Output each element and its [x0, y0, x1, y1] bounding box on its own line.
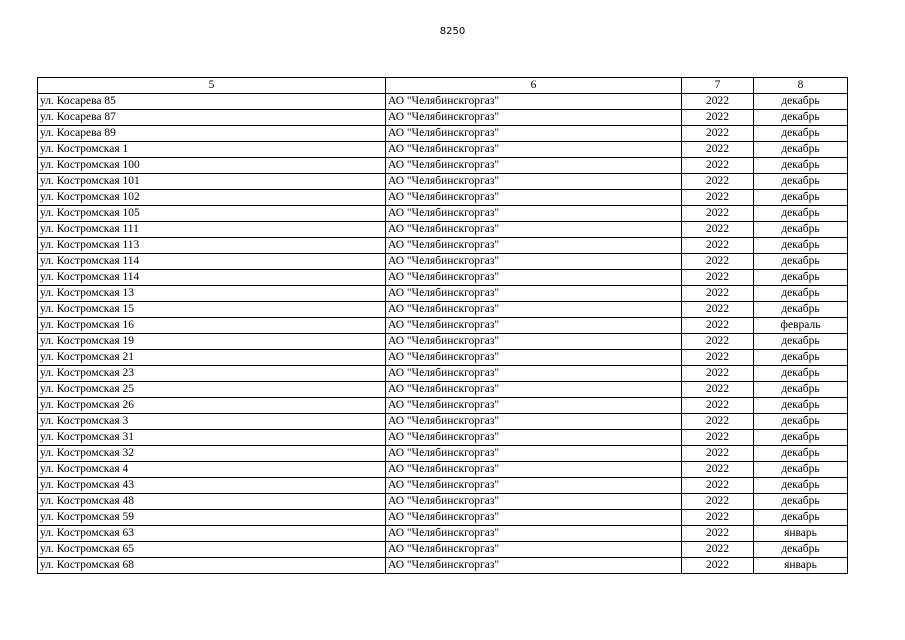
month-cell: декабрь: [754, 494, 848, 510]
table-row: [38, 254, 848, 270]
year-cell: 2022: [682, 286, 754, 302]
organization-cell: АО "Челябинскгоргаз": [386, 430, 682, 446]
organization-cell: АО "Челябинскгоргаз": [386, 222, 682, 238]
table-row: [38, 558, 848, 574]
table-header: [38, 78, 848, 94]
address-cell: ул. Костромская 16: [38, 318, 386, 334]
month-cell: декабрь: [754, 366, 848, 382]
organization-cell: АО "Челябинскгоргаз": [386, 510, 682, 526]
year-cell: 2022: [682, 334, 754, 350]
organization-cell: АО "Челябинскгоргаз": [386, 542, 682, 558]
address-cell: ул. Костромская 19: [38, 334, 386, 350]
month-cell: декабрь: [754, 430, 848, 446]
month-cell: декабрь: [754, 206, 848, 222]
month-cell: декабрь: [754, 190, 848, 206]
organization-cell: АО "Челябинскгоргаз": [386, 318, 682, 334]
organization-cell: АО "Челябинскгоргаз": [386, 206, 682, 222]
month-cell: декабрь: [754, 142, 848, 158]
table-row: [38, 174, 848, 190]
address-cell: ул. Костромская 25: [38, 382, 386, 398]
organization-cell: АО "Челябинскгоргаз": [386, 446, 682, 462]
month-cell: декабрь: [754, 542, 848, 558]
year-cell: 2022: [682, 174, 754, 190]
year-cell: 2022: [682, 382, 754, 398]
table-row: [38, 190, 848, 206]
address-cell: ул. Косарева 87: [38, 110, 386, 126]
year-cell: 2022: [682, 158, 754, 174]
month-cell: декабрь: [754, 158, 848, 174]
organization-cell: АО "Челябинскгоргаз": [386, 494, 682, 510]
month-cell: декабрь: [754, 222, 848, 238]
table-row: [38, 446, 848, 462]
month-cell: декабрь: [754, 350, 848, 366]
year-cell: 2022: [682, 558, 754, 574]
table-row: [38, 110, 848, 126]
organization-cell: АО "Челябинскгоргаз": [386, 414, 682, 430]
year-cell: 2022: [682, 270, 754, 286]
year-cell: 2022: [682, 302, 754, 318]
address-cell: ул. Костромская 48: [38, 494, 386, 510]
organization-cell: АО "Челябинскгоргаз": [386, 94, 682, 110]
organization-cell: АО "Челябинскгоргаз": [386, 558, 682, 574]
organization-cell: АО "Челябинскгоргаз": [386, 270, 682, 286]
month-cell: декабрь: [754, 110, 848, 126]
month-cell: декабрь: [754, 286, 848, 302]
organization-cell: АО "Челябинскгоргаз": [386, 110, 682, 126]
table-body: [38, 94, 848, 574]
address-cell: ул. Костромская 100: [38, 158, 386, 174]
month-cell: декабрь: [754, 238, 848, 254]
address-cell: ул. Косарева 89: [38, 126, 386, 142]
year-cell: 2022: [682, 414, 754, 430]
table-row: [38, 462, 848, 478]
month-cell: декабрь: [754, 174, 848, 190]
year-cell: 2022: [682, 206, 754, 222]
column-header-8: 8: [754, 78, 848, 94]
month-cell: декабрь: [754, 94, 848, 110]
page-number: 8250: [439, 26, 466, 37]
address-cell: ул. Костромская 101: [38, 174, 386, 190]
organization-cell: АО "Челябинскгоргаз": [386, 286, 682, 302]
month-cell: декабрь: [754, 334, 848, 350]
year-cell: 2022: [682, 510, 754, 526]
month-cell: декабрь: [754, 462, 848, 478]
month-cell: декабрь: [754, 478, 848, 494]
address-cell: ул. Костромская 31: [38, 430, 386, 446]
year-cell: 2022: [682, 350, 754, 366]
organization-cell: АО "Челябинскгоргаз": [386, 158, 682, 174]
organization-cell: АО "Челябинскгоргаз": [386, 478, 682, 494]
year-cell: 2022: [682, 542, 754, 558]
table-row: [38, 494, 848, 510]
month-cell: январь: [754, 558, 848, 574]
year-cell: 2022: [682, 94, 754, 110]
address-cell: ул. Костромская 59: [38, 510, 386, 526]
table-row: [38, 318, 848, 334]
column-header-6: 6: [386, 78, 682, 94]
year-cell: 2022: [682, 254, 754, 270]
month-cell: декабрь: [754, 302, 848, 318]
year-cell: 2022: [682, 366, 754, 382]
address-cell: ул. Косарева 85: [38, 94, 386, 110]
address-cell: ул. Костромская 111: [38, 222, 386, 238]
table-row: [38, 286, 848, 302]
address-cell: ул. Костромская 105: [38, 206, 386, 222]
table-row: [38, 478, 848, 494]
column-header-7: 7: [682, 78, 754, 94]
organization-cell: АО "Челябинскгоргаз": [386, 462, 682, 478]
address-cell: ул. Костромская 21: [38, 350, 386, 366]
month-cell: декабрь: [754, 270, 848, 286]
table-row: [38, 222, 848, 238]
organization-cell: АО "Челябинскгоргаз": [386, 302, 682, 318]
address-cell: ул. Костромская 102: [38, 190, 386, 206]
year-cell: 2022: [682, 462, 754, 478]
organization-cell: АО "Челябинскгоргаз": [386, 526, 682, 542]
year-cell: 2022: [682, 222, 754, 238]
year-cell: 2022: [682, 318, 754, 334]
year-cell: 2022: [682, 238, 754, 254]
organization-cell: АО "Челябинскгоргаз": [386, 382, 682, 398]
organization-cell: АО "Челябинскгоргаз": [386, 398, 682, 414]
table-row: [38, 142, 848, 158]
organization-cell: АО "Челябинскгоргаз": [386, 174, 682, 190]
organization-cell: АО "Челябинскгоргаз": [386, 334, 682, 350]
month-cell: декабрь: [754, 382, 848, 398]
table-row: [38, 526, 848, 542]
month-cell: декабрь: [754, 254, 848, 270]
table-row: [38, 238, 848, 254]
table-row: [38, 366, 848, 382]
month-cell: декабрь: [754, 126, 848, 142]
year-cell: 2022: [682, 126, 754, 142]
address-cell: ул. Костромская 23: [38, 366, 386, 382]
organization-cell: АО "Челябинскгоргаз": [386, 254, 682, 270]
address-cell: ул. Костромская 65: [38, 542, 386, 558]
address-cell: ул. Костромская 13: [38, 286, 386, 302]
organization-cell: АО "Челябинскгоргаз": [386, 366, 682, 382]
table-row: [38, 414, 848, 430]
table-row: [38, 510, 848, 526]
address-cell: ул. Костромская 32: [38, 446, 386, 462]
data-table: [37, 77, 848, 574]
year-cell: 2022: [682, 494, 754, 510]
year-cell: 2022: [682, 446, 754, 462]
table-row: [38, 398, 848, 414]
address-cell: ул. Костромская 113: [38, 238, 386, 254]
table-row: [38, 382, 848, 398]
table-row: [38, 126, 848, 142]
year-cell: 2022: [682, 430, 754, 446]
table-row: [38, 206, 848, 222]
address-cell: ул. Костромская 26: [38, 398, 386, 414]
address-cell: ул. Костромская 114: [38, 270, 386, 286]
column-header-5: 5: [38, 78, 386, 94]
address-cell: ул. Костромская 15: [38, 302, 386, 318]
organization-cell: АО "Челябинскгоргаз": [386, 126, 682, 142]
year-cell: 2022: [682, 110, 754, 126]
table-row: [38, 334, 848, 350]
address-cell: ул. Костромская 43: [38, 478, 386, 494]
month-cell: январь: [754, 526, 848, 542]
address-cell: ул. Костромская 1: [38, 142, 386, 158]
address-cell: ул. Костромская 4: [38, 462, 386, 478]
table-row: [38, 270, 848, 286]
year-cell: 2022: [682, 526, 754, 542]
organization-cell: АО "Челябинскгоргаз": [386, 190, 682, 206]
year-cell: 2022: [682, 190, 754, 206]
address-cell: ул. Костромская 68: [38, 558, 386, 574]
header-row: [38, 78, 848, 94]
table-row: [38, 542, 848, 558]
address-cell: ул. Костромская 63: [38, 526, 386, 542]
month-cell: декабрь: [754, 510, 848, 526]
year-cell: 2022: [682, 398, 754, 414]
month-cell: декабрь: [754, 398, 848, 414]
table-row: [38, 430, 848, 446]
organization-cell: АО "Челябинскгоргаз": [386, 350, 682, 366]
year-cell: 2022: [682, 478, 754, 494]
table-row: [38, 158, 848, 174]
organization-cell: АО "Челябинскгоргаз": [386, 238, 682, 254]
year-cell: 2022: [682, 142, 754, 158]
address-cell: ул. Костромская 3: [38, 414, 386, 430]
month-cell: декабрь: [754, 414, 848, 430]
table-row: [38, 94, 848, 110]
organization-cell: АО "Челябинскгоргаз": [386, 142, 682, 158]
address-cell: ул. Костромская 114: [38, 254, 386, 270]
table-row: [38, 302, 848, 318]
month-cell: декабрь: [754, 446, 848, 462]
month-cell: февраль: [754, 318, 848, 334]
table-row: [38, 350, 848, 366]
